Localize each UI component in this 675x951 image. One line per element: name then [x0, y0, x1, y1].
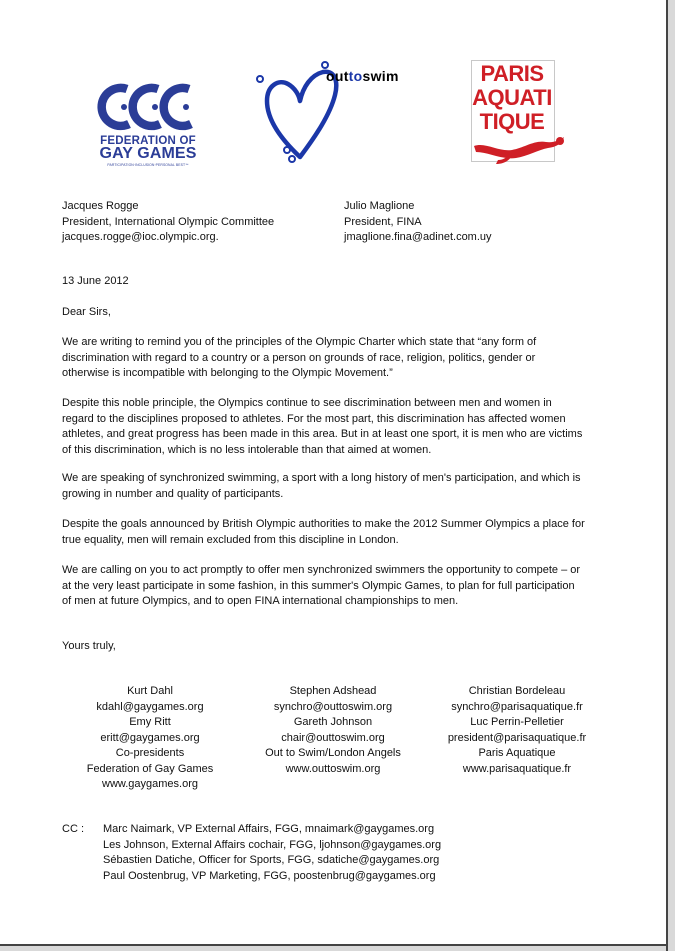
- page-edge-bottom: [0, 944, 668, 946]
- letter-closing: Yours truly,: [62, 640, 116, 652]
- signature-fgg: [60, 684, 240, 793]
- signature-line: Paris Aquatique: [478, 747, 556, 759]
- signature-line: www.parisaquatique.fr: [462, 762, 572, 775]
- paragraph-line: athletes, and great progress has been made in this area. But in at least one sport, it is men who are victims: [62, 428, 583, 440]
- signature-line: kdahl@gaygames.org: [96, 700, 204, 713]
- paragraph-5: [62, 563, 622, 610]
- fgg-logo-line1: FEDERATION OF: [100, 135, 196, 147]
- paragraph-line: otherwise is incompatible with belonging to the Olympic Movement.”: [62, 367, 393, 379]
- signature-line: synchro@parisaquatique.fr: [451, 700, 583, 713]
- signature-line: Luc Perrin-Pelletier: [470, 716, 564, 728]
- recipient-right-name: Julio Maglione: [344, 200, 415, 212]
- outtoswim-wordmark: [326, 69, 399, 85]
- swimmer-icon: [468, 132, 570, 168]
- signature-line: Emy Ritt: [129, 716, 171, 728]
- recipient-left: [62, 199, 274, 246]
- cc-entry: Les Johnson, External Affairs cochair, FGG, ljohnson@gaygames.org: [103, 838, 442, 851]
- signature-line: eritt@gaygames.org: [100, 731, 200, 744]
- cc-entry: Sébastien Datiche, Officer for Sports, FGG, sdatiche@gaygames.org: [103, 854, 440, 866]
- parisaquatique-logo-line3: TIQUE: [479, 109, 545, 134]
- fgg-logo-tagline: PARTICIPATION·INCLUSION·PERSONAL BEST™: [107, 163, 189, 167]
- page-edge-right: [666, 0, 668, 951]
- cc-entry: Paul Oostenbrug, VP Marketing, FGG, poostenbrug@gaygames.org: [103, 869, 436, 882]
- parisaquatique-logo-line1: PARIS: [480, 61, 544, 86]
- signature-line: www.gaygames.org: [102, 778, 198, 790]
- letter-date: 13 June 2012: [62, 275, 129, 287]
- paragraph-line: at the very least participate in some fashion, in this summer's Olympic Games, to plan for full participation: [62, 579, 575, 592]
- paragraph-line: Despite the goals announced by British Olympic authorities to make the 2012 Summer Olympics a place for: [62, 518, 585, 530]
- paragraph-4: [62, 517, 622, 548]
- paragraph-line: We are calling on you to act promptly to offer men synchronized swimmers the opportunity to compete – or: [62, 564, 581, 576]
- paragraph-2: [62, 396, 622, 458]
- parisaquatique-logo: [468, 60, 570, 168]
- signature-line: Christian Bordeleau: [468, 685, 566, 697]
- paragraph-3: [62, 471, 622, 502]
- signature-line: Gareth Johnson: [293, 716, 373, 728]
- fgg-logo: [92, 77, 212, 169]
- fgg-logo-line2: GAY GAMES: [99, 145, 197, 162]
- recipient-left-name: Jacques Rogge: [62, 200, 139, 212]
- paragraph-line: Despite this noble principle, the Olympics continue to see discrimination between men and women in: [62, 397, 552, 409]
- page-shadow-bottom: [0, 946, 675, 951]
- signature-line: Federation of Gay Games: [86, 762, 214, 775]
- paragraph-line: discrimination with regard to a country or a person on grounds of race, religion, politics, gender or: [62, 351, 536, 364]
- signature-line: Out to Swim/London Angels: [265, 747, 401, 759]
- letter-salutation: Dear Sirs,: [62, 306, 111, 318]
- paragraph-line: of men at future Olympics, and to open FINA international championships to men.: [62, 595, 459, 607]
- fgg-rings-icon: [95, 77, 207, 137]
- page-shadow-right: [668, 0, 675, 951]
- outtoswim-word-out: out: [326, 68, 349, 84]
- signature-parisaquatique: [427, 684, 607, 777]
- outtoswim-word-swim: swim: [362, 68, 399, 84]
- paragraph-line: We are writing to remind you of the principles of the Olympic Charter which state that “any form of: [62, 336, 537, 348]
- cc-list: [103, 822, 441, 884]
- signature-line: president@parisaquatique.fr: [447, 731, 587, 744]
- recipient-right-email: jmaglione.fina@adinet.com.uy: [344, 231, 492, 243]
- recipient-right: [344, 199, 492, 246]
- paragraph-line: We are speaking of synchronized swimming, a sport with a long history of men's participation, and which is: [62, 472, 581, 484]
- paragraph-line: of this discrimination, which is no less intolerable than that aimed at women.: [62, 443, 432, 456]
- parisaquatique-logo-line2: AQUATI: [472, 85, 552, 110]
- recipient-left-email: jacques.rogge@ioc.olympic.org.: [62, 231, 219, 243]
- signature-line: synchro@outtoswim.org: [273, 700, 393, 713]
- signature-line: Kurt Dahl: [127, 685, 173, 697]
- paragraph-1: [62, 335, 622, 382]
- outtoswim-logo: [253, 57, 418, 165]
- paragraph-line: true equality, men will remain excluded from this discipline in London.: [62, 533, 399, 546]
- signature-line: www.outtoswim.org: [285, 762, 381, 775]
- recipient-right-title: President, FINA: [344, 215, 422, 228]
- cc-label: CC :: [62, 823, 84, 835]
- cc-entry: Marc Naimark, VP External Affairs, FGG, mnaimark@gaygames.org: [103, 823, 435, 835]
- paragraph-line: regard to the disciplines proposed to athletes. For the most part, this discrimination has affected women: [62, 412, 566, 425]
- signature-outtoswim: [243, 684, 423, 777]
- signature-line: Stephen Adshead: [289, 685, 377, 697]
- paragraph-line: growing in number and quality of participants.: [62, 487, 284, 500]
- signature-line: chair@outtoswim.org: [281, 731, 385, 744]
- signature-line: Co-presidents: [115, 747, 185, 759]
- outtoswim-word-to: to: [348, 68, 363, 84]
- recipient-left-title: President, International Olympic Committee: [62, 215, 275, 228]
